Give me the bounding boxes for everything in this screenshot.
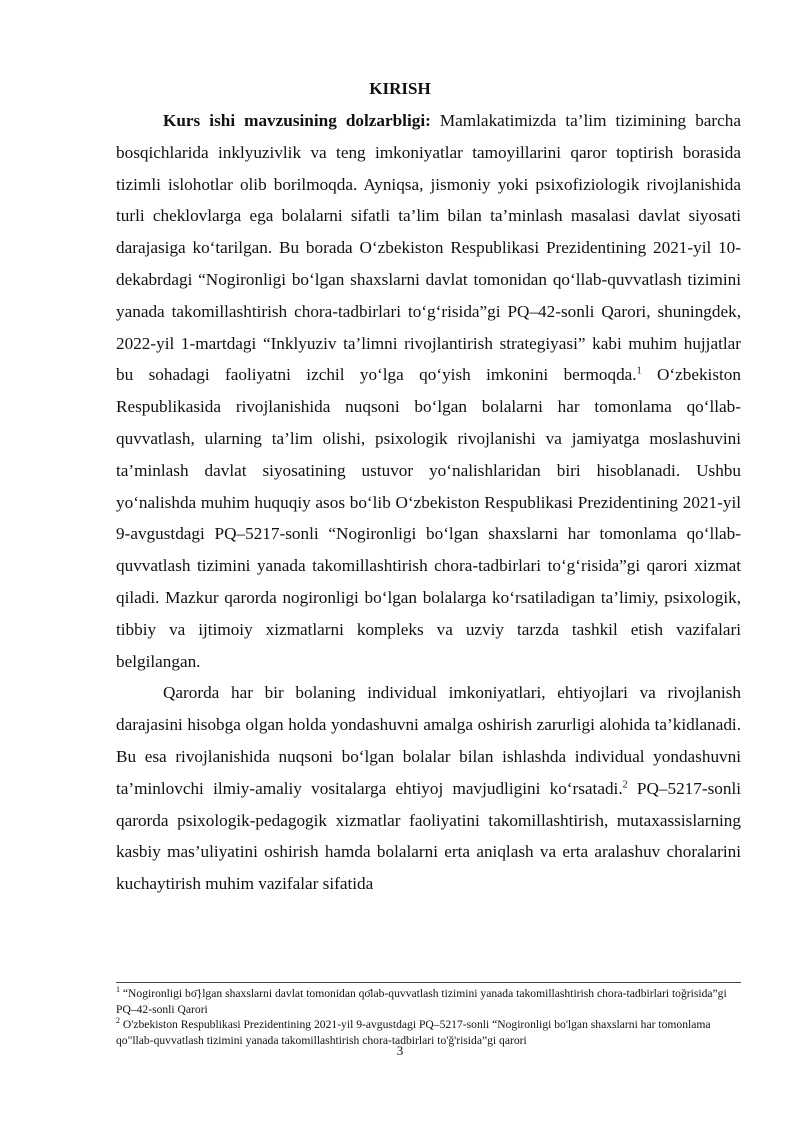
paragraph-2 [116,677,741,900]
paragraph-2-text-b: PQ–5217-sonli qarorda psixologik-pedagogik xizmatlar faoliyatini takomillashtirish, mutaxassislarning kasbiy mas’uliyatini oshirish hamda bolalarni erta aniqlash va erta aralashuv choralarini kuchaytirish muhim vazifalar sifatida [116,778,741,894]
paragraph-1-text-b: O‘zbekiston Respublikasida rivojlanishida nuqsoni bo‘lgan bolalarni har tomonlama qo‘llab-quvvatlash, ularning ta’lim olishi, psixologik rivojlanishi va jamiyatga moslashuvini ta’minlash davlat siyosatining ustuvor yo‘nalishlaridan biri hisoblanadi. Ushbu yo‘nalishda muhim huquqiy asos bo‘lib O‘zbekiston Respublikasi Prezidentining 2021-yil 9-avgustdagi PQ–5217-sonli “Nogironligi bo‘lgan shaxslarni har tomonlama qo‘llab-quvvatlash tizimini yanada takomillashtirish chora-tadbirlari to‘g‘risida”gi qarori xizmat qiladi. Mazkur qarorda nogironligi bo‘lgan bolalarga ko‘rsatiladigan ta’limiy, psixologik, tibbiy va ijtimoiy xizmatlarni kompleks va uzviy tarzda tashkil etish vazifalari belgilangan. [116,365,741,671]
footnote-2-text: O'zbekiston Respublikasi Prezidentining 2021-yil 9-avgustdagi PQ–5217-sonli “Nogironligi bo'lgan shaxslarni har tomonlama qo"llab-quvvatlash tizimini yanada takomillashtirish chora-tadbirlari to'ǧ'risida”gi qarori [116,1018,711,1047]
footnote-2-mark: 2 [116,1016,120,1026]
footnote-reference-2: 2 [622,779,628,790]
paragraph-1 [116,105,741,677]
body-text [116,105,741,900]
footnote-1 [116,986,741,1017]
footnote-1-mark: 1 [116,985,120,995]
footnote-1-text: “Nogironligi bо̄}lgan shaxslarni davlat tomonidan qо̄lab-quvvatlash tizimini yanada takomillashtirish chora-tadbirlari toǧrisida”gi PQ–42-sonli Qarori [116,987,727,1016]
footnote-reference-1: 1 [636,365,642,377]
page-number: 3 [396,1043,404,1058]
paragraph-lead: Kurs ishi mavzusining dolzarbligi: [163,111,431,130]
paragraph-2-text-a: Qarorda har bir bolaning individual imkoniyatlari, ehtiyojlari va rivojlanish darajasini hisobga olgan holda yondashuvni amalga oshirish zarurligi alohida ta’kidlanadi. Bu esa rivojlanishida nuqsoni bo‘lgan bolalar bilan ishlashda individual yondashuvni ta’minlovchi ilmiy-amaliy vositalarga ehtiyoj mavjudligini ko‘rsatadi. [116,683,741,798]
paragraph-1-text-a: Mamlakatimizda ta’lim tizimining barcha bosqichlarida inklyuzivlik va teng imkoniyatlar tamoyillarini qaror toptirish borasida tizimli islohotlar olib borilmoqda. Ayniqsa, jismoniy yoki psixofiziologik rivojlanishida turli cheklovlarga ega bolalarni sifatli ta’lim bilan ta’minlash masalasi davlat siyosati darajasiga ko‘tarilgan. Bu borada O‘zbekiston Respublikasi Prezidentining 2021-yil 10-dekabrdagi “Nogironligi bo‘lgan shaxslarni davlat tomonidan qo‘llab-quvvatlash tizimini yanada takomillashtirish chora-tadbirlari to‘g‘risida”gi PQ–42-sonli Qarori, shuningdek, 2022-yil 1-martdagi “Inklyuziv ta’limni rivojlantirish strategiyasi” kabi muhim hujjatlar bu sohadagi faoliyatni izchil yo‘lga qo‘yish imkonini bermoqda. [116,111,741,385]
footnotes [116,982,741,1048]
section-heading: KIRISH [369,79,431,98]
